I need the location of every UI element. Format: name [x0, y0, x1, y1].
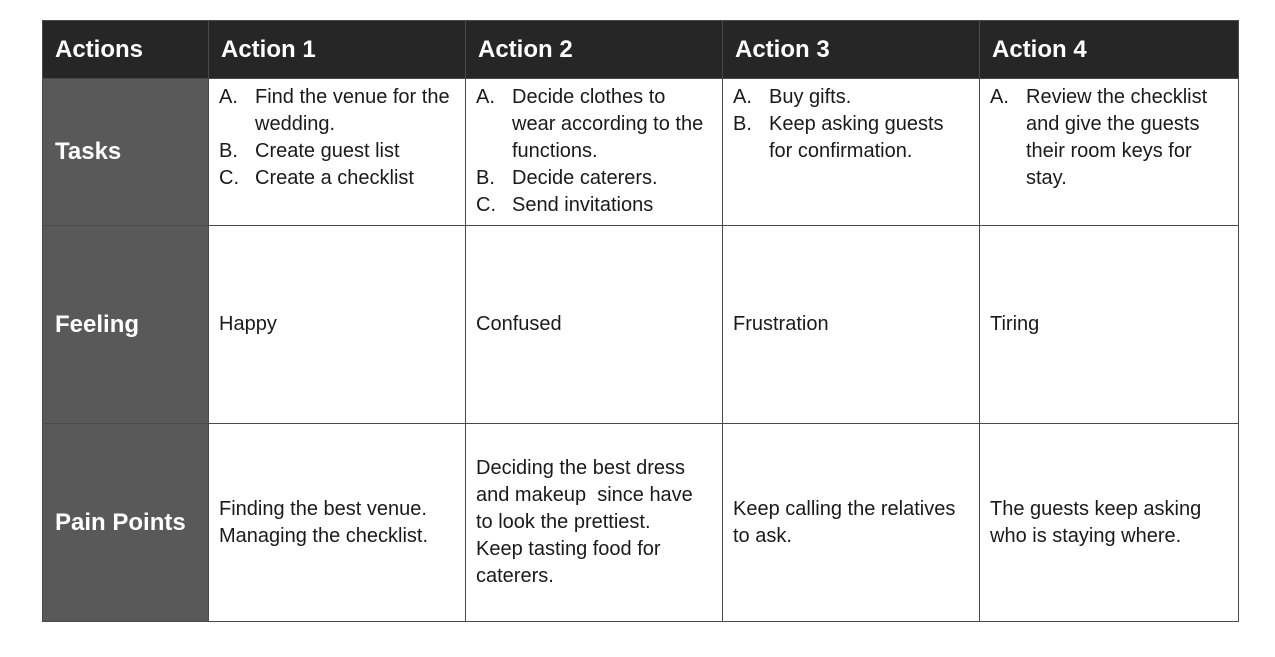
- task-item: [219, 84, 457, 138]
- task-item: [990, 84, 1230, 192]
- header-action-3: Action 3: [723, 21, 980, 79]
- tasks-cell-action-3: [723, 79, 980, 226]
- task-list: [990, 84, 1230, 192]
- feeling-row: [43, 226, 1239, 424]
- task-text: Keep asking guests for confirmation.: [769, 113, 944, 162]
- task-item: [476, 165, 714, 192]
- task-letter: A.: [990, 86, 1009, 108]
- task-letter: A.: [476, 86, 495, 108]
- pain-point-line: Deciding the best dress and makeup since have to look the prettiest.: [476, 457, 699, 533]
- task-item: [219, 138, 457, 165]
- task-letter: B.: [219, 140, 238, 162]
- task-text: Buy gifts.: [769, 86, 852, 108]
- tasks-cell-action-1: [209, 79, 466, 226]
- pain-point-line: Keep tasting food for caterers.: [476, 538, 661, 587]
- tasks-cell-action-2: [466, 79, 723, 226]
- pain-points-row: [43, 424, 1239, 622]
- task-text: Create a checklist: [255, 167, 414, 189]
- header-row: [43, 21, 1239, 79]
- task-item: [219, 165, 457, 192]
- header-action-2: Action 2: [466, 21, 723, 79]
- tasks-row-label: Tasks: [43, 79, 209, 226]
- tasks-row: [43, 79, 1239, 226]
- task-letter: A.: [733, 86, 752, 108]
- task-list: [219, 84, 457, 192]
- feeling-cell-action-3: Frustration: [723, 226, 980, 424]
- task-letter: B.: [476, 167, 495, 189]
- task-letter: A.: [219, 86, 238, 108]
- pain-points-row-label: Pain Points: [43, 424, 209, 622]
- journey-map-table: [42, 20, 1239, 622]
- task-item: [733, 111, 971, 165]
- pain-points-cell-action-2: [466, 424, 723, 622]
- task-text: Send invitations: [512, 194, 654, 216]
- task-text: Review the checklist and give the guests their room keys for stay.: [1026, 86, 1208, 189]
- task-text: Decide caterers.: [512, 167, 658, 189]
- pain-point-line: The guests keep asking who is staying where.: [990, 497, 1202, 547]
- task-letter: B.: [733, 113, 752, 135]
- pain-point-line: Finding the best venue.: [219, 497, 427, 520]
- feeling-cell-action-2: Confused: [466, 226, 723, 424]
- task-text: Create guest list: [255, 140, 400, 162]
- feeling-row-label: Feeling: [43, 226, 209, 424]
- task-list: [733, 84, 971, 165]
- tasks-cell-action-4: [980, 79, 1239, 226]
- feeling-cell-action-1: Happy: [209, 226, 466, 424]
- task-text: Find the venue for the wedding.: [255, 86, 450, 135]
- task-letter: C.: [476, 194, 496, 216]
- header-action-4: Action 4: [980, 21, 1239, 79]
- pain-point-line: Managing the checklist.: [219, 524, 429, 547]
- pain-point-line: Keep calling the relatives to ask.: [733, 497, 956, 547]
- task-list: [476, 84, 714, 219]
- task-item: [476, 84, 714, 165]
- task-text: Decide clothes to wear according to the functions.: [512, 86, 704, 162]
- pain-points-cell-action-3: [723, 424, 980, 622]
- task-letter: C.: [219, 167, 239, 189]
- header-action-1: Action 1: [209, 21, 466, 79]
- pain-points-cell-action-1: [209, 424, 466, 622]
- task-item: [476, 192, 714, 219]
- pain-points-cell-action-4: [980, 424, 1239, 622]
- header-actions-label: Actions: [43, 21, 209, 79]
- feeling-cell-action-4: Tiring: [980, 226, 1239, 424]
- task-item: [733, 84, 971, 111]
